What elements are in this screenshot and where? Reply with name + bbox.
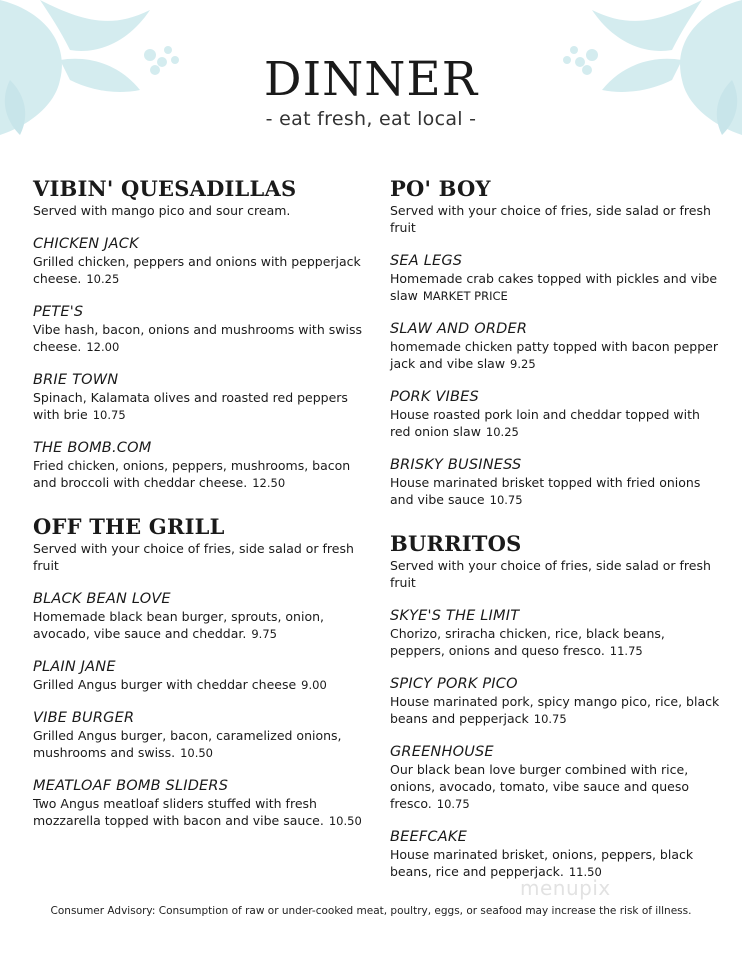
item-name: SLAW AND ORDER [390, 321, 528, 337]
item-price: 9.25 [510, 357, 536, 371]
item-price: 10.25 [86, 272, 120, 286]
item-name: CHICKEN JACK [33, 236, 139, 252]
item-name: VIBE BURGER [33, 710, 135, 726]
menu-item [33, 709, 363, 762]
item-price: 11.50 [568, 865, 602, 879]
tagline: - eat fresh, eat local - [265, 108, 477, 130]
menu-item [390, 456, 720, 509]
item-price: 9.75 [251, 627, 277, 641]
item-name: BLACK BEAN LOVE [33, 591, 171, 607]
menu-item [390, 743, 720, 813]
item-description [390, 761, 720, 813]
item-description [390, 338, 720, 373]
item-price: 11.75 [609, 644, 643, 658]
right-column [390, 176, 720, 903]
section-description: Served with mango pico and sour cream. [33, 203, 291, 218]
item-name: PLAIN JANE [33, 659, 116, 675]
item-description-text: House marinated brisket topped with fried onions and vibe sauce [390, 475, 701, 507]
item-price: 10.75 [489, 493, 523, 507]
menu-section [33, 176, 363, 492]
menu-section [390, 176, 720, 509]
left-column [33, 176, 363, 852]
menu-item [33, 777, 363, 830]
item-description [33, 608, 363, 643]
item-description [33, 321, 363, 356]
item-description [33, 253, 363, 288]
item-name: SPICY PORK PICO [390, 676, 518, 692]
item-description-text: Vibe hash, bacon, onions and mushrooms with swiss cheese. [33, 322, 362, 354]
item-price: 10.25 [485, 425, 519, 439]
menu-item [390, 607, 720, 660]
menu-item [33, 371, 363, 424]
section-description: Served with your choice of fries, side salad or fresh fruit [390, 558, 711, 590]
item-name: PETE'S [33, 304, 84, 320]
item-description-text: House marinated pork, spicy mango pico, rice, black beans and pepperjack [390, 694, 720, 726]
item-description-text: Grilled Angus burger, bacon, caramelized onions, mushrooms and swiss. [33, 728, 342, 760]
item-price: 9.00 [301, 678, 327, 692]
item-price: 10.75 [533, 712, 567, 726]
item-description [33, 727, 363, 762]
item-description-text: Fried chicken, onions, peppers, mushrooms, bacon and broccoli with cheddar cheese. [33, 458, 351, 490]
item-name: BRIE TOWN [33, 372, 119, 388]
page-title: DINNER [263, 52, 479, 107]
menu-item [390, 320, 720, 373]
item-description [33, 389, 363, 424]
item-description [33, 457, 363, 492]
menu-item [33, 658, 363, 694]
item-name: SEA LEGS [390, 253, 463, 269]
item-description-text: Two Angus meatloaf sliders stuffed with fresh mozzarella topped with bacon and vibe sauce. [33, 796, 324, 828]
item-name: GREENHOUSE [390, 744, 494, 760]
item-description [390, 270, 720, 305]
item-description-text: Homemade crab cakes topped with pickles and vibe slaw [390, 271, 718, 303]
consumer-advisory: Consumer Advisory: Consumption of raw or under-cooked meat, poultry, eggs, or seafood may increase the risk of illness. [50, 905, 692, 917]
item-name: BEEFCAKE [390, 829, 467, 845]
item-description [33, 795, 363, 830]
section-description: Served with your choice of fries, side salad or fresh fruit [33, 541, 354, 573]
menu-header [0, 54, 742, 130]
menu-item [390, 828, 720, 881]
item-description-text: homemade chicken patty topped with bacon pepper jack and vibe slaw [390, 339, 719, 371]
item-name: THE BOMB.COM [33, 440, 152, 456]
item-description [390, 474, 720, 509]
item-description-text: Chorizo, sriracha chicken, rice, black beans, peppers, onions and queso fresco. [390, 626, 665, 658]
item-description-text: Grilled chicken, peppers and onions with pepperjack cheese. [33, 254, 361, 286]
item-description [390, 625, 720, 660]
item-description-text: Grilled Angus burger with cheddar cheese [33, 677, 297, 692]
menu-item [33, 235, 363, 288]
section-title: VIBIN' QUESADILLAS [33, 176, 297, 201]
menu-item [33, 590, 363, 643]
item-price: 10.75 [436, 797, 470, 811]
watermark: menupix [520, 876, 611, 900]
item-description-text: House marinated brisket, onions, peppers, black beans, rice and pepperjack. [390, 847, 694, 879]
item-name: MEATLOAF BOMB SLIDERS [33, 778, 229, 794]
menu-item [390, 388, 720, 441]
item-description [390, 693, 720, 728]
item-description [33, 676, 363, 694]
menu-section [390, 531, 720, 881]
menu-item [390, 675, 720, 728]
section-title: PO' BOY [390, 176, 491, 201]
item-price: 12.50 [252, 476, 286, 490]
section-title: BURRITOS [390, 531, 522, 556]
section-description: Served with your choice of fries, side salad or fresh fruit [390, 203, 711, 235]
item-description-text: House roasted pork loin and cheddar topped with red onion slaw [390, 407, 700, 439]
item-name: SKYE'S THE LIMIT [390, 608, 520, 624]
item-price: 12.00 [86, 340, 120, 354]
menu-item [33, 303, 363, 356]
item-price: 10.50 [328, 814, 362, 828]
menu-item [33, 439, 363, 492]
section-title: OFF THE GRILL [33, 514, 225, 539]
item-price: 10.75 [92, 408, 126, 422]
item-description-text: Our black bean love burger combined with rice, onions, avocado, tomato, vibe sauce and queso fresco. [390, 762, 690, 811]
item-name: PORK VIBES [390, 389, 479, 405]
item-description-text: Spinach, Kalamata olives and roasted red peppers with brie [33, 390, 348, 422]
item-description-text: Homemade black bean burger, sprouts, onion, avocado, vibe sauce and cheddar. [33, 609, 324, 641]
item-description [390, 406, 720, 441]
menu-section [33, 514, 363, 830]
menu-item [390, 252, 720, 305]
item-price: MARKET PRICE [422, 289, 508, 303]
item-name: BRISKY BUSINESS [390, 457, 522, 473]
item-price: 10.50 [180, 746, 213, 760]
